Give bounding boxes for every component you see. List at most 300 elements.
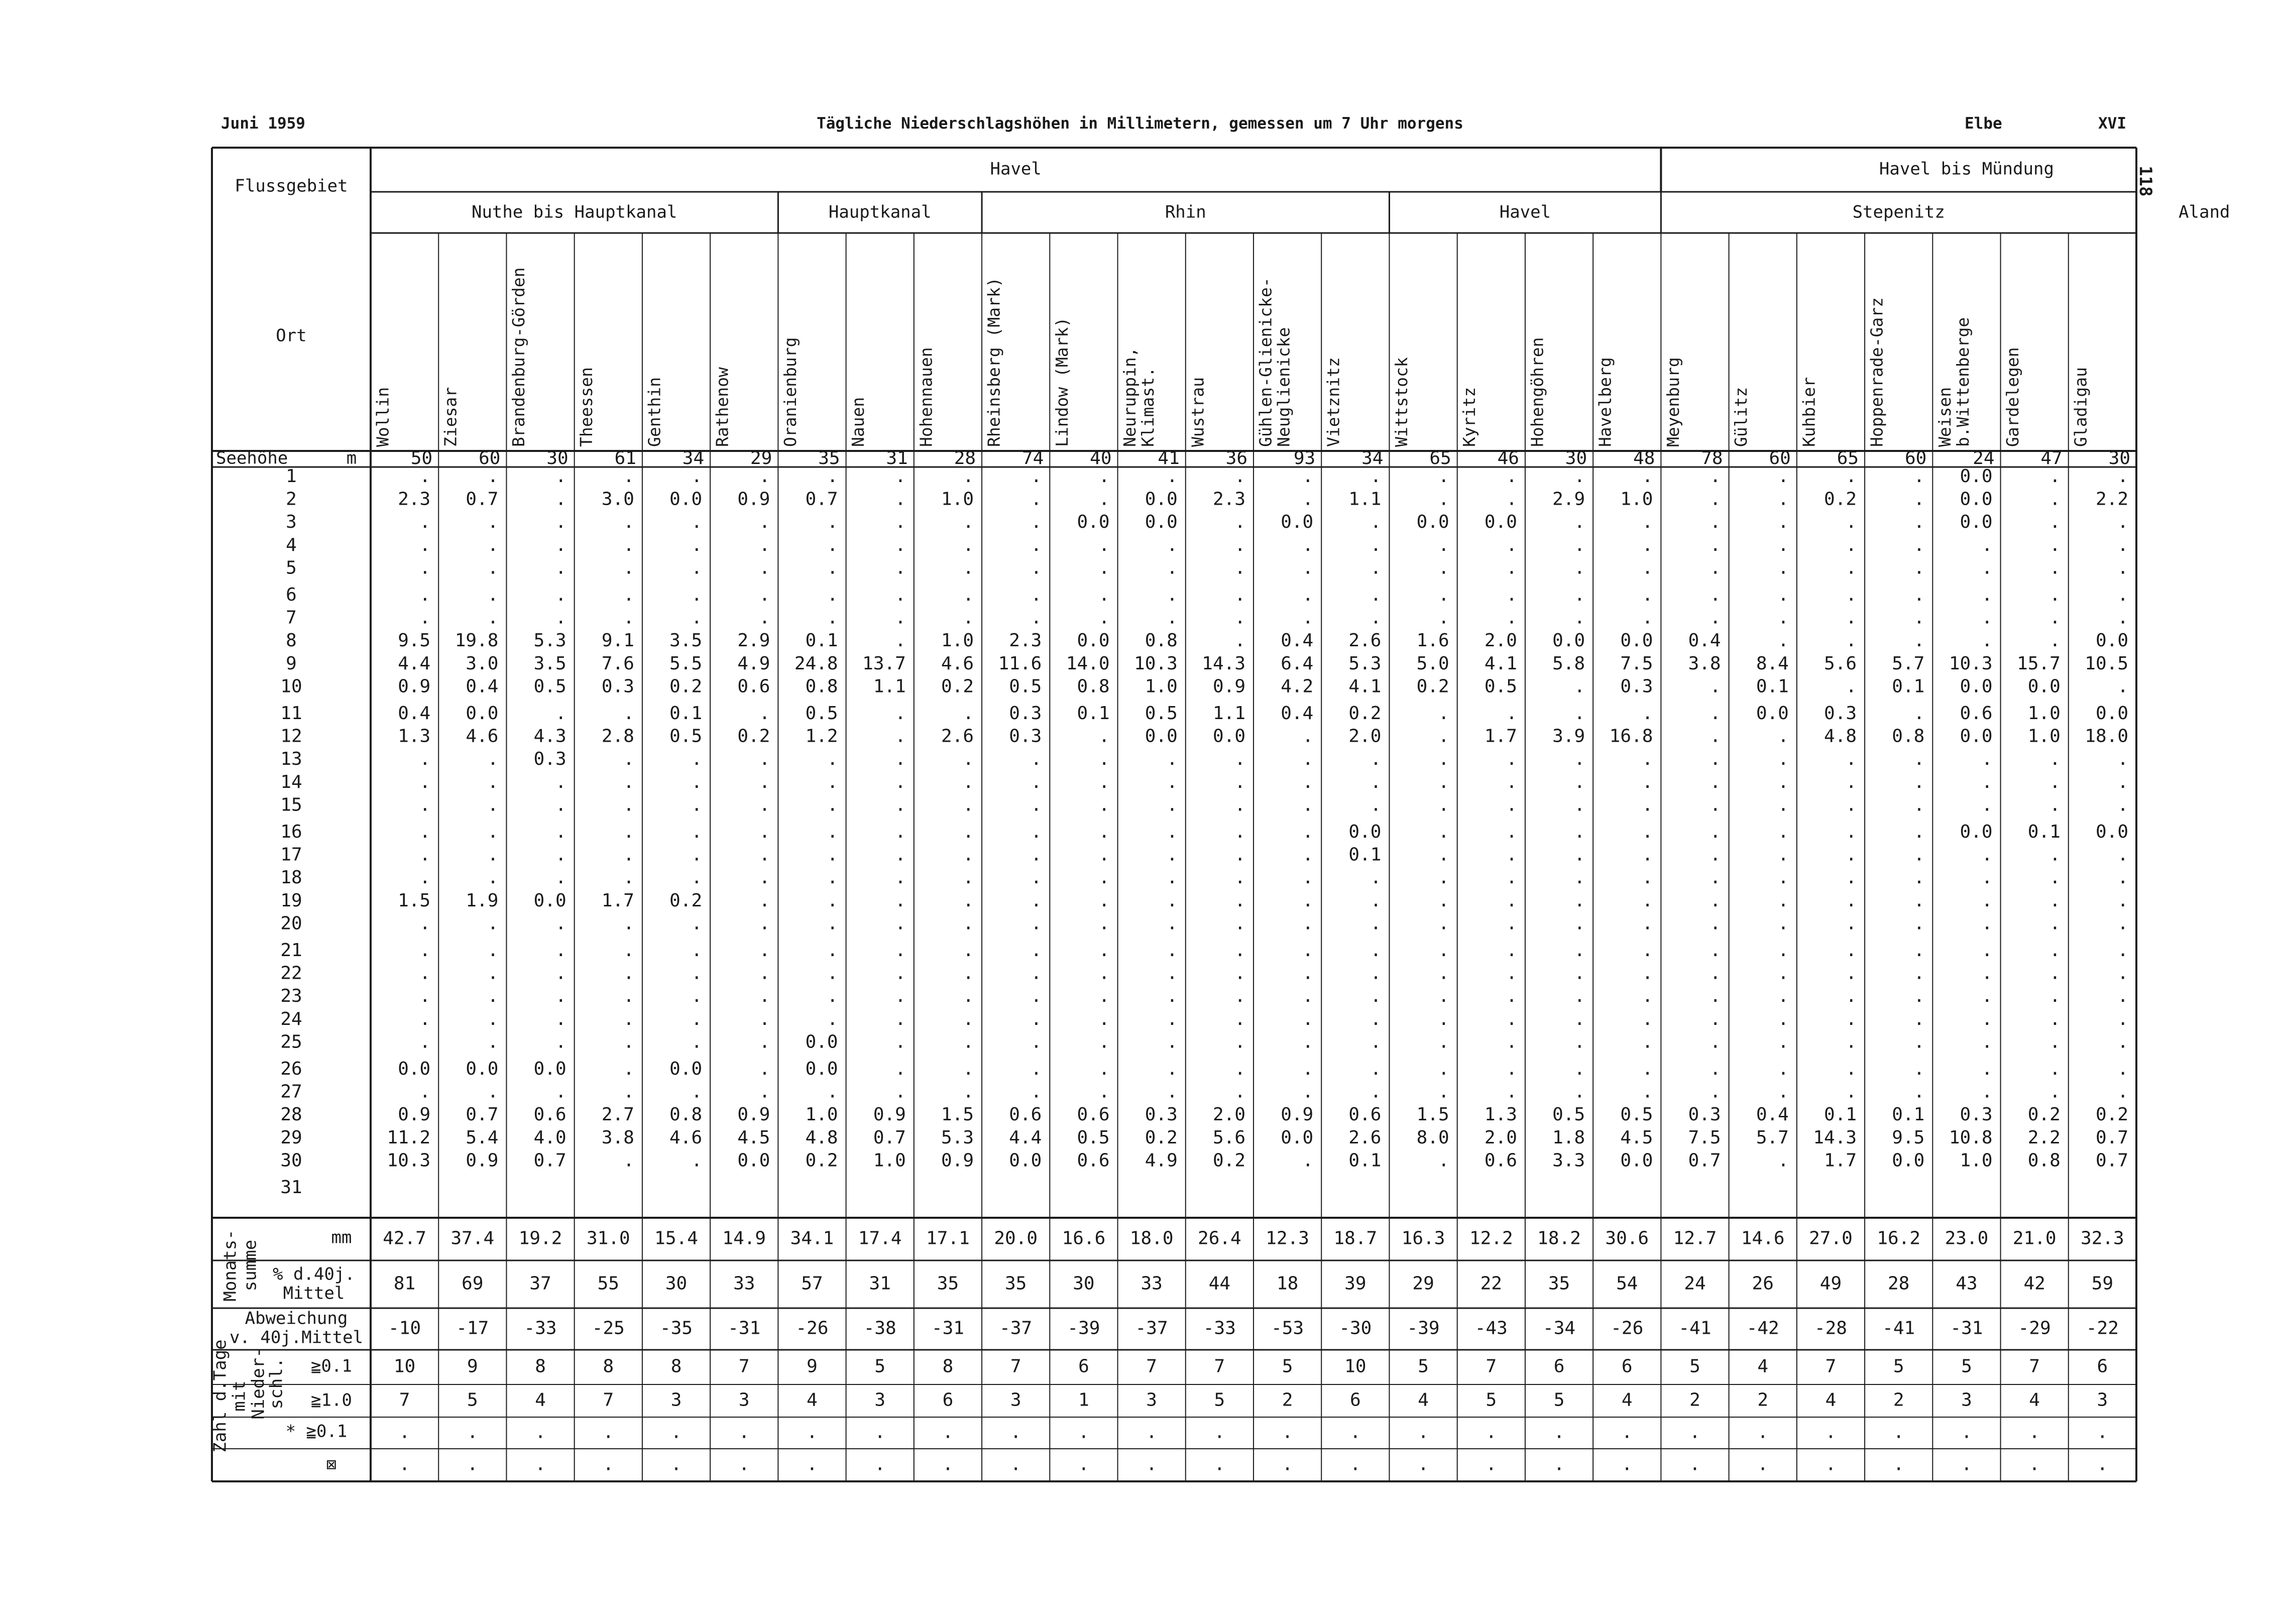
daily-value: . (1167, 940, 1178, 961)
daily-value: . (1302, 1150, 1314, 1171)
daily-value: . (2117, 913, 2128, 934)
daily-value: . (2049, 794, 2061, 816)
snow-days: . (1757, 1422, 1769, 1443)
station-name: Gühlen-Glienicke- (1256, 277, 1276, 447)
daily-value: 0.0 (2027, 676, 2061, 697)
daily-value: . (419, 940, 431, 961)
daily-value: . (555, 466, 566, 487)
daily-value: 2.2 (2095, 489, 2128, 510)
daily-value: . (1438, 607, 1449, 628)
daily-value: 5.6 (1212, 1127, 1245, 1148)
days-ge-0-1: 8 (942, 1356, 954, 1377)
daily-value: . (827, 749, 838, 770)
daily-value: . (963, 771, 974, 792)
daily-value: . (1574, 963, 1585, 984)
deviation-from-mean: -31 (1950, 1318, 1983, 1339)
box-symbol-days: . (603, 1454, 614, 1475)
monthly-sum-mm: 16.2 (1877, 1228, 1921, 1249)
daily-value: . (1234, 557, 1245, 578)
percent-of-mean: 33 (733, 1273, 755, 1294)
daily-value: 0.0 (1145, 726, 1178, 747)
daily-value: . (1642, 844, 1653, 865)
daily-value: . (419, 557, 431, 578)
box-symbol-days: . (535, 1454, 546, 1475)
day-label: 22 (280, 963, 302, 984)
daily-value: . (2117, 749, 2128, 770)
daily-value: . (1438, 940, 1449, 961)
daily-value: . (487, 771, 499, 792)
daily-value: . (1642, 703, 1653, 724)
threshold-01-label: ≧0.1 (311, 1356, 352, 1376)
daily-value: . (1913, 890, 1925, 911)
daily-value: . (1302, 489, 1314, 510)
daily-value: . (623, 749, 634, 770)
percent-of-mean: 35 (1005, 1273, 1027, 1294)
daily-value: . (1167, 913, 1178, 934)
daily-value: . (759, 890, 770, 911)
daily-value: 1.1 (1348, 489, 1382, 510)
daily-value: . (691, 822, 703, 842)
daily-value: 3.9 (1552, 726, 1585, 747)
daily-value: 4.9 (737, 653, 770, 674)
daily-value: . (1098, 822, 1110, 842)
daily-value: . (895, 726, 906, 747)
daily-value: 0.1 (805, 630, 838, 651)
daily-value: 0.6 (1077, 1150, 1110, 1171)
daily-value: 1.0 (1620, 489, 1653, 510)
daily-value: 3.3 (1552, 1150, 1585, 1171)
daily-value: 0.1 (1077, 703, 1110, 724)
daily-value: 0.0 (2095, 630, 2128, 651)
daily-value: . (895, 844, 906, 865)
daily-value: . (1031, 489, 1042, 510)
snow-days: . (1078, 1422, 1089, 1443)
daily-value: . (2049, 986, 2061, 1007)
daily-value: 0.0 (2095, 822, 2128, 842)
daily-value: . (963, 963, 974, 984)
daily-value: . (1709, 466, 1721, 487)
daily-value: . (1167, 534, 1178, 555)
daily-value: . (895, 466, 906, 487)
ort-label: Ort (276, 325, 307, 346)
percent-of-mean: 69 (462, 1273, 484, 1294)
daily-value: . (691, 844, 703, 865)
daily-value: . (1031, 1081, 1042, 1102)
daily-value: . (1234, 585, 1245, 605)
daily-value: . (1506, 749, 1517, 770)
daily-value: . (1778, 557, 1789, 578)
daily-value: 3.8 (601, 1127, 634, 1148)
daily-value: . (759, 607, 770, 628)
daily-value: . (1913, 963, 1925, 984)
seehoehe-label: Seehöhe (216, 448, 288, 469)
daily-value: . (1709, 749, 1721, 770)
station-name: Kuhbier (1799, 377, 1819, 447)
daily-value: . (1574, 1081, 1585, 1102)
daily-value: 0.9 (398, 676, 431, 697)
daily-value: . (1574, 534, 1585, 555)
daily-value: 0.8 (1892, 726, 1925, 747)
daily-value: . (487, 867, 499, 888)
daily-value: 0.0 (1960, 676, 1993, 697)
daily-value: . (1981, 630, 1993, 651)
days-ge-1-0: 3 (1961, 1389, 1972, 1411)
group-top-label: Havel bis Mündung (1879, 159, 2054, 179)
daily-value: 0.2 (1416, 676, 1449, 697)
daily-value: . (1981, 986, 1993, 1007)
daily-value: . (759, 1081, 770, 1102)
daily-value: . (691, 1150, 703, 1171)
daily-value: . (1846, 1031, 1857, 1053)
daily-value: . (419, 749, 431, 770)
days-ge-1-0: 5 (1214, 1389, 1225, 1411)
daily-value: 0.0 (1960, 466, 1993, 487)
daily-value: . (1778, 585, 1789, 605)
daily-value: 4.1 (1484, 653, 1517, 674)
daily-value: 0.9 (1281, 1104, 1314, 1125)
daily-value: . (1846, 794, 1857, 816)
monthly-sum-mm: 17.4 (858, 1228, 902, 1249)
daily-value: . (1098, 844, 1110, 865)
snow-label: * ≧0.1 (285, 1421, 348, 1442)
daily-value: 11.2 (387, 1127, 431, 1148)
station-elevation: 30 (546, 448, 568, 469)
daily-value: . (1981, 771, 1993, 792)
snow-days: . (399, 1422, 410, 1443)
niederschl-label: schl. (266, 1357, 287, 1410)
station-elevation: 74 (1021, 448, 1044, 469)
flussgebiet-label: Flussgebiet (235, 176, 348, 196)
daily-value: 0.1 (1348, 844, 1382, 865)
daily-value: . (963, 890, 974, 911)
daily-value: . (1981, 1059, 1993, 1079)
daily-value: . (419, 913, 431, 934)
daily-value: 18.0 (2085, 726, 2128, 747)
box-symbol-days: . (1486, 1454, 1497, 1475)
daily-value: . (1031, 466, 1042, 487)
daily-value: . (2049, 489, 2061, 510)
daily-value: 0.9 (737, 1104, 770, 1125)
box-symbol-days: . (942, 1454, 954, 1475)
daily-value: . (1302, 1059, 1314, 1079)
days-ge-0-1: 6 (1078, 1356, 1089, 1377)
daily-value: . (895, 512, 906, 533)
daily-value: . (1031, 585, 1042, 605)
box-symbol-days: . (1010, 1454, 1021, 1475)
station-elevation: 31 (886, 448, 908, 469)
days-ge-1-0: 4 (1621, 1389, 1633, 1411)
day-label: 14 (280, 771, 302, 792)
percent-of-mean: 33 (1141, 1273, 1163, 1294)
daily-value: . (1981, 794, 1993, 816)
days-ge-0-1: 5 (1689, 1356, 1700, 1377)
daily-value: . (419, 867, 431, 888)
daily-value: . (1981, 963, 1993, 984)
daily-value: 5.5 (669, 653, 703, 674)
daily-value: . (1031, 890, 1042, 911)
daily-value: . (419, 607, 431, 628)
daily-value: . (1778, 1150, 1789, 1171)
daily-value: . (827, 890, 838, 911)
day-label: 23 (280, 986, 302, 1007)
daily-value: 0.2 (737, 726, 770, 747)
deviation-from-mean: -37 (999, 1318, 1033, 1339)
percent-of-mean: 31 (869, 1273, 891, 1294)
daily-value: . (623, 512, 634, 533)
daily-value: . (1370, 557, 1382, 578)
daily-value: . (1031, 822, 1042, 842)
daily-value: . (1574, 844, 1585, 865)
daily-value: . (759, 1031, 770, 1053)
daily-value: . (2049, 867, 2061, 888)
daily-value: . (1709, 585, 1721, 605)
daily-value: 4.6 (669, 1127, 703, 1148)
daily-value: 1.0 (941, 489, 974, 510)
daily-value: . (1778, 822, 1789, 842)
day-label: 9 (286, 653, 297, 674)
station-name: Neuruppin, (1120, 347, 1140, 447)
daily-value: . (895, 557, 906, 578)
daily-value: . (1167, 890, 1178, 911)
daily-value: . (2117, 1059, 2128, 1079)
day-label: 24 (280, 1008, 302, 1029)
daily-value: 2.9 (1552, 489, 1585, 510)
daily-value: . (2117, 963, 2128, 984)
daily-value: . (1234, 963, 1245, 984)
daily-value: . (1302, 794, 1314, 816)
daily-value: . (2049, 1031, 2061, 1053)
box-symbol-days: . (1078, 1454, 1089, 1475)
box-symbol-days: . (1146, 1454, 1157, 1475)
daily-value: . (1778, 844, 1789, 865)
daily-value: . (1913, 1008, 1925, 1029)
daily-value: . (1709, 534, 1721, 555)
daily-value: 2.0 (1484, 630, 1517, 651)
daily-value: . (759, 466, 770, 487)
daily-value: . (963, 913, 974, 934)
daily-value: . (1302, 1031, 1314, 1053)
daily-value: . (1438, 913, 1449, 934)
daily-value: 6.4 (1281, 653, 1314, 674)
station-elevation: 48 (1633, 448, 1655, 469)
daily-value: . (555, 771, 566, 792)
daily-value: . (1438, 489, 1449, 510)
station-elevation: 78 (1701, 448, 1723, 469)
daily-value: . (1098, 557, 1110, 578)
daily-value: . (1709, 963, 1721, 984)
daily-value: . (1438, 963, 1449, 984)
daily-value: . (1370, 1008, 1382, 1029)
daily-value: . (1709, 1059, 1721, 1079)
daily-value: . (1506, 844, 1517, 865)
days-ge-1-0: 4 (1825, 1389, 1837, 1411)
daily-value: . (1031, 844, 1042, 865)
box-symbol-days: . (2029, 1454, 2040, 1475)
daily-value: . (1778, 466, 1789, 487)
daily-value: . (1234, 1059, 1245, 1079)
daily-value: . (895, 913, 906, 934)
daily-value: . (1642, 986, 1653, 1007)
days-ge-1-0: 6 (1350, 1389, 1361, 1411)
daily-value: . (1234, 630, 1245, 651)
daily-value: . (1031, 963, 1042, 984)
percent-of-mean: 55 (597, 1273, 619, 1294)
pct-label: Mittel (283, 1283, 345, 1304)
daily-value: 0.1 (1756, 676, 1789, 697)
box-symbol-days: . (874, 1454, 886, 1475)
daily-value: . (691, 867, 703, 888)
daily-value: . (487, 1081, 499, 1102)
daily-value: . (623, 771, 634, 792)
daily-value: . (1031, 1008, 1042, 1029)
daily-value: 1.5 (398, 890, 431, 911)
daily-value: . (895, 630, 906, 651)
daily-value: . (1370, 1031, 1382, 1053)
daily-value: . (1098, 986, 1110, 1007)
daily-value: 5.3 (1348, 653, 1382, 674)
box-symbol-days: . (399, 1454, 410, 1475)
daily-value: 1.0 (805, 1104, 838, 1125)
daily-value: . (2117, 534, 2128, 555)
daily-value: . (963, 867, 974, 888)
box-symbol-days: . (467, 1454, 478, 1475)
daily-value: 0.3 (1009, 726, 1042, 747)
daily-value: 2.6 (1348, 1127, 1382, 1148)
daily-value: . (1913, 585, 1925, 605)
daily-value: . (1913, 512, 1925, 533)
daily-value: 11.6 (998, 653, 1042, 674)
daily-value: 0.0 (466, 1059, 499, 1079)
daily-value: . (487, 986, 499, 1007)
daily-value: . (2117, 466, 2128, 487)
daily-value: . (963, 844, 974, 865)
daily-value: . (1031, 607, 1042, 628)
daily-value: . (1370, 913, 1382, 934)
snow-days: . (1146, 1422, 1157, 1443)
daily-value: . (895, 534, 906, 555)
daily-value: . (1778, 630, 1789, 651)
daily-value: . (555, 703, 566, 724)
daily-value: . (2049, 940, 2061, 961)
daily-value: . (1778, 986, 1789, 1007)
daily-value: 16.8 (1609, 726, 1653, 747)
daily-value: . (1167, 794, 1178, 816)
days-ge-1-0: 3 (1010, 1389, 1021, 1411)
daily-value: . (419, 771, 431, 792)
daily-value: . (1574, 676, 1585, 697)
daily-value: 5.3 (941, 1127, 974, 1148)
daily-value: 0.6 (1077, 1104, 1110, 1125)
daily-value: . (1846, 1008, 1857, 1029)
daily-value: 0.5 (533, 676, 566, 697)
daily-value: . (1234, 534, 1245, 555)
box-symbol-days: . (1621, 1454, 1633, 1475)
daily-value: 1.0 (2027, 726, 2061, 747)
days-ge-0-1: 7 (1146, 1356, 1157, 1377)
daily-value: . (2049, 630, 2061, 651)
daily-value: 0.7 (2095, 1127, 2128, 1148)
daily-value: . (487, 534, 499, 555)
daily-value: . (419, 963, 431, 984)
daily-value: 2.6 (1348, 630, 1382, 651)
daily-value: 0.0 (1620, 1150, 1653, 1171)
daily-value: . (1709, 867, 1721, 888)
daily-value: . (1234, 913, 1245, 934)
percent-of-mean: 28 (1888, 1273, 1910, 1294)
daily-value: . (1574, 749, 1585, 770)
station-elevation: 24 (1973, 448, 1995, 469)
daily-value: . (1913, 489, 1925, 510)
daily-value: . (759, 794, 770, 816)
daily-value: . (487, 749, 499, 770)
station-name: Rathenow (712, 367, 732, 447)
daily-value: . (1846, 607, 1857, 628)
daily-value: 10.5 (2085, 653, 2128, 674)
daily-value: . (1846, 749, 1857, 770)
daily-value: . (1302, 986, 1314, 1007)
monthly-sum-mm: 14.9 (722, 1228, 766, 1249)
daily-value: . (1438, 1150, 1449, 1171)
daily-value: . (895, 867, 906, 888)
daily-value: . (691, 940, 703, 961)
daily-value: 0.0 (805, 1059, 838, 1079)
daily-value: . (2117, 512, 2128, 533)
daily-value: 0.1 (1824, 1104, 1857, 1125)
daily-value: . (1709, 844, 1721, 865)
daily-value: . (555, 794, 566, 816)
snow-days: . (1214, 1422, 1225, 1443)
daily-value: . (1234, 822, 1245, 842)
days-ge-1-0: 3 (874, 1389, 886, 1411)
daily-value: . (1506, 794, 1517, 816)
daily-value: 0.0 (1281, 512, 1314, 533)
daily-value: 0.0 (1892, 1150, 1925, 1171)
daily-value: 0.0 (805, 1031, 838, 1053)
daily-value: . (1506, 557, 1517, 578)
daily-value: . (1981, 890, 1993, 911)
snow-days: . (1961, 1422, 1972, 1443)
header-basin: Elbe (1965, 114, 2002, 133)
daily-value: . (623, 466, 634, 487)
daily-value: . (623, 557, 634, 578)
deviation-from-mean: -53 (1271, 1318, 1304, 1339)
daily-value: 2.9 (737, 630, 770, 651)
daily-value: . (691, 607, 703, 628)
daily-value: 3.0 (601, 489, 634, 510)
daily-value: . (1098, 1059, 1110, 1079)
box-symbol-days: . (807, 1454, 818, 1475)
deviation-from-mean: -38 (863, 1318, 896, 1339)
daily-value: . (1574, 822, 1585, 842)
deviation-from-mean: -43 (1474, 1318, 1508, 1339)
daily-value: 0.1 (669, 703, 703, 724)
daily-value: . (1167, 986, 1178, 1007)
snow-days: . (1010, 1422, 1021, 1443)
daily-value: . (1846, 534, 1857, 555)
daily-value: . (1913, 771, 1925, 792)
daily-value: . (1981, 585, 1993, 605)
daily-value: 0.0 (1212, 726, 1245, 747)
days-ge-0-1: 5 (1282, 1356, 1293, 1377)
percent-of-mean: 24 (1684, 1273, 1706, 1294)
daily-value: 0.2 (1145, 1127, 1178, 1148)
days-ge-1-0: 3 (2097, 1389, 2108, 1411)
daily-value: . (1709, 676, 1721, 697)
daily-value: . (759, 512, 770, 533)
box-symbol-days: . (1214, 1454, 1225, 1475)
daily-value: . (1846, 676, 1857, 697)
days-ge-0-1: 6 (1553, 1356, 1565, 1377)
